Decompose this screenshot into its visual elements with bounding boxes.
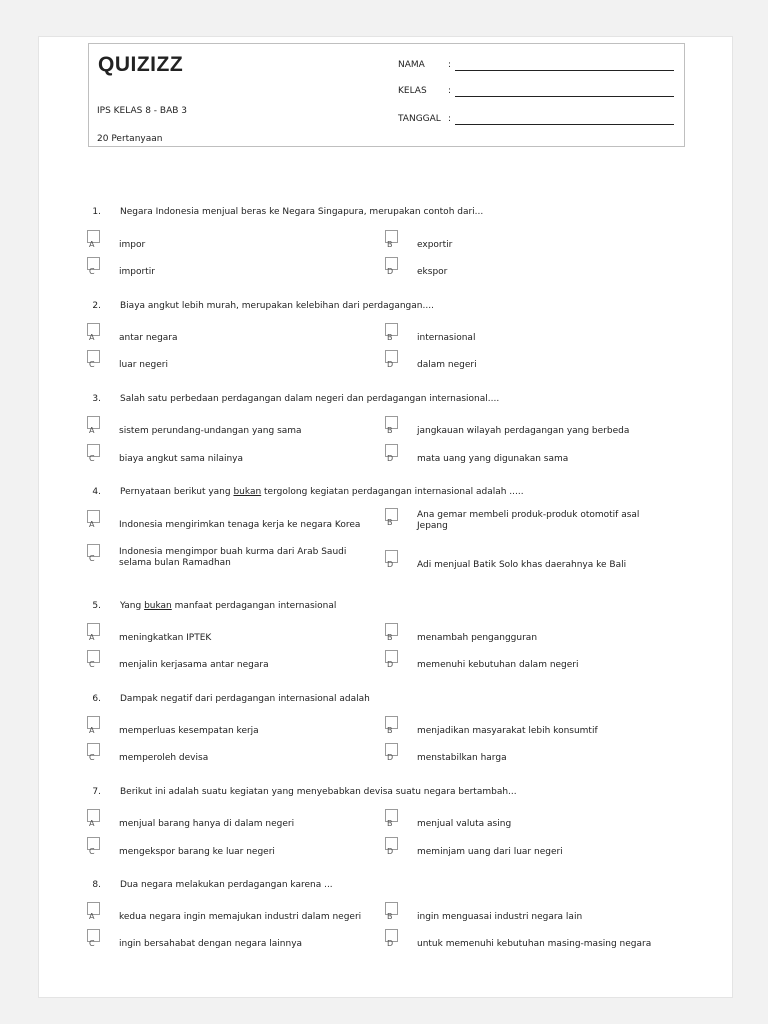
question-text — [120, 487, 524, 497]
option-text: Indonesia mengimpor buah kurma dari Arab Saudi selama bulan Ramadhan — [119, 547, 347, 568]
option-text: sistem perundang-undangan yang sama — [119, 426, 302, 436]
option-letter: A — [89, 240, 95, 249]
option-text: menjadikan masyarakat lebih konsumtif — [417, 726, 598, 736]
date-field — [398, 114, 451, 124]
option-letter: D — [387, 660, 394, 669]
question-number: 1. — [92, 207, 101, 217]
option-letter: C — [89, 660, 95, 669]
option-letter: B — [387, 240, 393, 249]
option-letter: C — [89, 753, 95, 762]
class-label: KELAS — [398, 86, 427, 96]
question-count: 20 Pertanyaan — [97, 134, 163, 144]
option-text: menambah pengangguran — [417, 633, 538, 643]
question-number: 4. — [92, 487, 101, 497]
class-field — [398, 86, 451, 96]
option-letter: C — [89, 554, 95, 563]
option-letter: B — [387, 912, 393, 921]
option-letter: A — [89, 426, 95, 435]
question-number: 8. — [92, 880, 101, 890]
option-letter: B — [387, 426, 393, 435]
question-text-pre: Yang — [120, 601, 145, 611]
option-text: meningkatkan IPTEK — [119, 633, 212, 643]
question-number: 5. — [92, 601, 101, 611]
option-text: Ana gemar membeli produk-produk otomotif asal Jepang — [417, 510, 640, 531]
option-text: biaya angkut sama nilainya — [119, 454, 244, 464]
question-number: 6. — [92, 694, 101, 704]
quizizz-logo: QUIZIZZ — [98, 53, 184, 76]
option-letter: D — [387, 560, 394, 569]
question-text-underlined: bukan — [233, 487, 262, 497]
option-text: kedua negara ingin memajukan industri dalam negeri — [119, 912, 362, 922]
question-text-pre: Dua negara melakukan perdagangan karena ... — [120, 880, 333, 890]
option-letter: D — [387, 847, 394, 856]
option-letter: C — [89, 360, 95, 369]
option-text: meminjam uang dari luar negeri — [417, 847, 563, 857]
question-text-post: manfaat perdagangan internasional — [171, 601, 337, 611]
date-sep: : — [448, 114, 452, 124]
option-letter: A — [89, 819, 95, 828]
question-text — [120, 207, 483, 217]
option-text: menjalin kerjasama antar negara — [119, 660, 269, 670]
name-line — [455, 70, 674, 71]
option-letter: A — [89, 726, 95, 735]
question-number: 7. — [92, 787, 101, 797]
option-letter: A — [89, 912, 95, 921]
option-letter: B — [387, 333, 393, 342]
question-text-pre: Pernyataan berikut yang — [120, 487, 234, 497]
option-letter: D — [387, 267, 394, 276]
question-text — [120, 880, 333, 890]
question-text-pre: Biaya angkut lebih murah, merupakan kelebihan dari perdagangan.... — [120, 301, 434, 311]
option-text: memenuhi kebutuhan dalam negeri — [417, 660, 579, 670]
option-letter: B — [387, 726, 393, 735]
question-text-post: tergolong kegiatan perdagangan internasional adalah ..... — [261, 487, 524, 497]
option-letter: D — [387, 454, 394, 463]
worksheet-page — [38, 36, 733, 998]
option-letter: C — [89, 454, 95, 463]
option-letter: B — [387, 633, 393, 642]
option-letter: A — [89, 520, 95, 529]
subject-title: IPS KELAS 8 - BAB 3 — [97, 106, 187, 116]
option-letter: D — [387, 939, 394, 948]
option-letter: A — [89, 333, 95, 342]
option-text: mengekspor barang ke luar negeri — [119, 847, 275, 857]
option-text: internasional — [417, 333, 476, 343]
option-text: ingin menguasai industri negara lain — [417, 912, 583, 922]
option-text: memperluas kesempatan kerja — [119, 726, 259, 736]
worksheet-header — [88, 43, 685, 147]
option-text: Indonesia mengirimkan tenaga kerja ke negara Korea — [119, 520, 361, 530]
option-text: ekspor — [417, 267, 448, 277]
question-text — [120, 394, 499, 404]
option-text: menjual barang hanya di dalam negeri — [119, 819, 295, 829]
question-number: 3. — [92, 394, 101, 404]
date-label: TANGGAL — [398, 114, 441, 124]
name-label: NAMA — [398, 60, 425, 70]
option-text: dalam negeri — [417, 360, 477, 370]
date-line — [455, 124, 674, 125]
question-text-pre: Negara Indonesia menjual beras ke Negara Singapura, merupakan contoh dari... — [120, 207, 484, 217]
question-text — [120, 301, 434, 311]
option-text: luar negeri — [119, 360, 168, 370]
class-line — [455, 96, 674, 97]
option-letter: C — [89, 939, 95, 948]
name-field — [398, 60, 451, 70]
option-text: untuk memenuhi kebutuhan masing-masing negara — [417, 939, 652, 949]
question-text-pre: Salah satu perbedaan perdagangan dalam negeri dan perdagangan internasional.... — [120, 394, 500, 404]
question-text — [120, 601, 336, 611]
question-text — [120, 787, 517, 797]
option-text: antar negara — [119, 333, 178, 343]
option-text: mata uang yang digunakan sama — [417, 454, 569, 464]
option-text: menstabilkan harga — [417, 753, 507, 763]
option-text: jangkauan wilayah perdagangan yang berbeda — [417, 426, 630, 436]
question-text — [120, 694, 370, 704]
question-text-pre: Dampak negatif dari perdagangan internasional adalah — [120, 694, 370, 704]
question-text-pre: Berikut ini adalah suatu kegiatan yang menyebabkan devisa suatu negara bertambah... — [120, 787, 517, 797]
question-text-underlined: bukan — [144, 601, 172, 611]
option-letter: D — [387, 753, 394, 762]
name-sep: : — [448, 60, 452, 70]
option-text: Adi menjual Batik Solo khas daerahnya ke Bali — [417, 560, 627, 570]
option-letter: B — [387, 819, 393, 828]
option-letter: C — [89, 847, 95, 856]
option-text: menjual valuta asing — [417, 819, 512, 829]
option-letter: C — [89, 267, 95, 276]
option-text: impor — [119, 240, 146, 250]
question-number: 2. — [92, 301, 101, 311]
option-text: ingin bersahabat dengan negara lainnya — [119, 939, 303, 949]
option-letter: B — [387, 518, 393, 527]
option-letter: D — [387, 360, 394, 369]
option-letter: A — [89, 633, 95, 642]
option-text: importir — [119, 267, 155, 277]
option-text: exportir — [417, 240, 453, 250]
option-text: memperoleh devisa — [119, 753, 209, 763]
class-sep: : — [448, 86, 452, 96]
